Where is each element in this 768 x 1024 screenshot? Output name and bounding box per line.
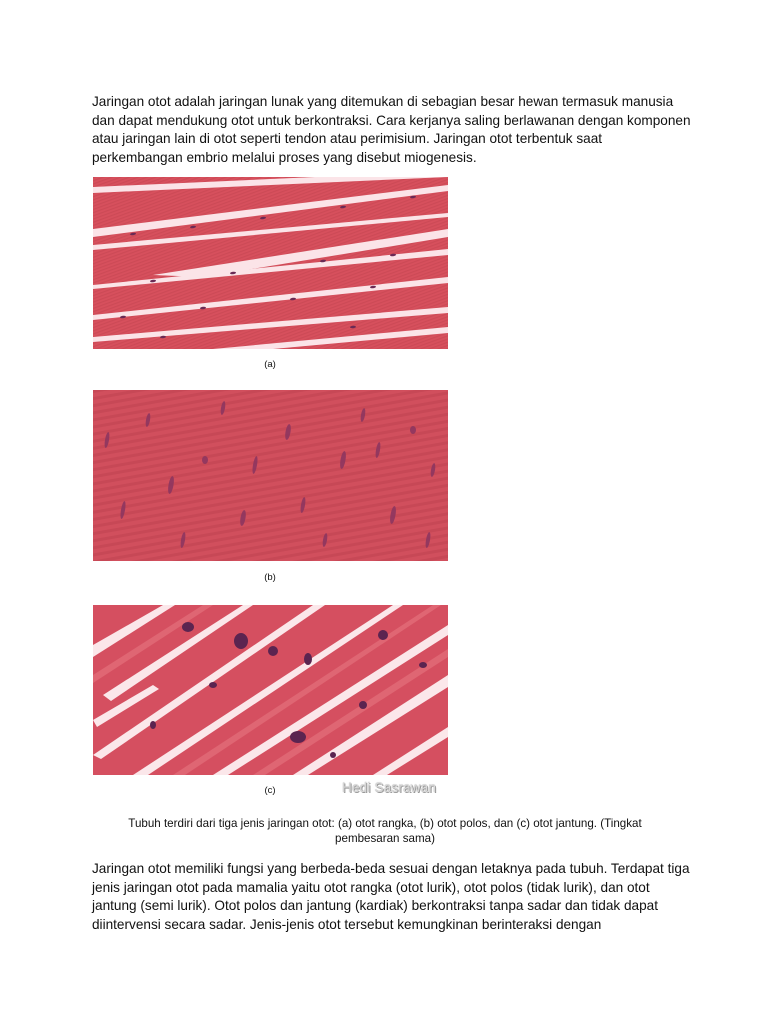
skeletal-muscle-image xyxy=(93,177,448,349)
figure-b-label: (b) xyxy=(264,572,276,583)
intro-paragraph: Jaringan otot adalah jaringan lunak yang ditemukan di sebagian besar hewan termasuk manusia dan dapat mendukung otot untuk berkontraksi. Cara kerjanya saling berlawanan dengan komponen atau jaringan lain di otot seperti tendon atau perimisium. Jaringan otot terbentuk saat perkembangan embrio melalui proses yang disebut miogenesis. xyxy=(92,94,691,165)
smooth-muscle-image xyxy=(93,390,448,561)
figure-c-label: (c) xyxy=(264,785,276,796)
figure-a-label: (a) xyxy=(264,359,276,370)
cardiac-muscle-image xyxy=(93,605,448,775)
figure-caption: Tubuh terdiri dari tiga jenis jaringan otot: (a) otot rangka, (b) otot polos, dan (c) otot jantung. (Tingkat pembesaran sama) xyxy=(128,817,642,845)
watermark-text: Hedi Sasrawan xyxy=(342,780,437,795)
body-paragraph: Jaringan otot memiliki fungsi yang berbeda-beda sesuai dengan letaknya pada tubuh. Terdapat tiga jenis jaringan otot pada mamalia yaitu otot rangka (otot lurik), otot polos (tidak lurik), dan otot jantung (semi lurik). Otot polos dan jantung (kardiak) berkontraksi tanpa sadar dan tidak dapat diintervensi secara sadar. Jenis-jenis otot tersebut kemungkinan berinteraksi dengan xyxy=(92,861,690,932)
